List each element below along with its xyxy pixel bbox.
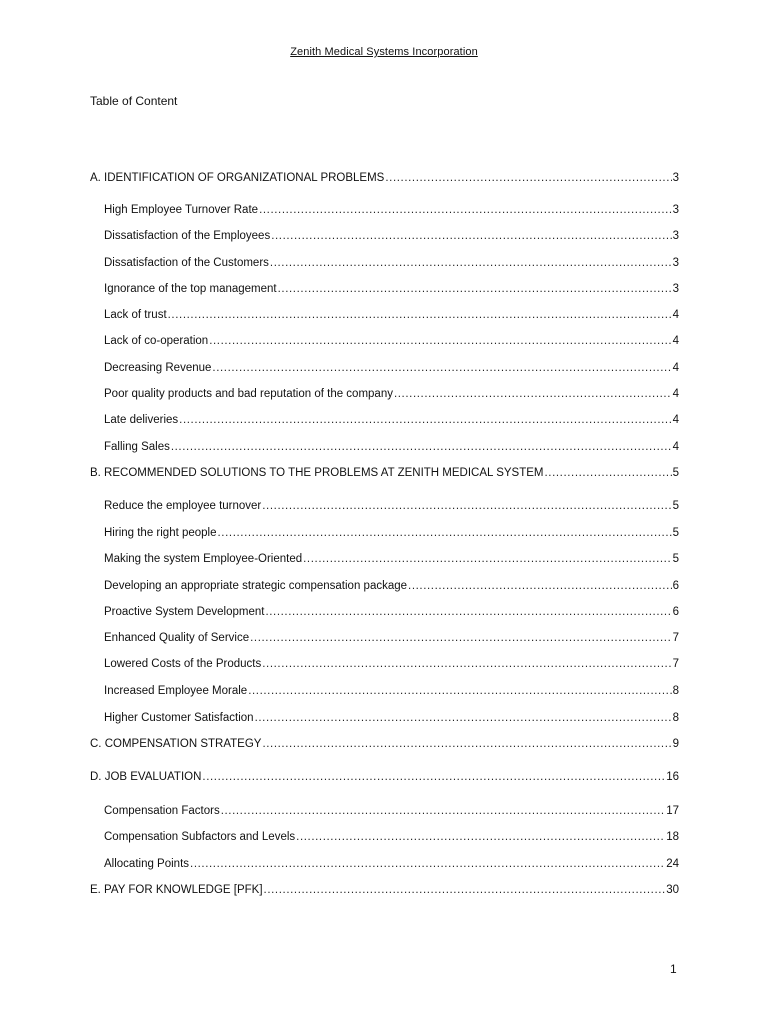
- toc-entry-label: Compensation Factors: [104, 805, 220, 817]
- toc-entry[interactable]: [90, 770, 679, 784]
- toc-dot-leader: [212, 361, 671, 375]
- page-number: 1: [670, 962, 677, 976]
- toc-entry-page: 3: [672, 283, 679, 295]
- toc-dot-leader: [262, 737, 671, 751]
- toc-entry-page: 8: [672, 712, 679, 724]
- toc-entry-label: High Employee Turnover Rate: [104, 204, 259, 216]
- toc-dot-leader: [262, 657, 671, 671]
- toc-entry-label: C. COMPENSATION STRATEGY: [90, 738, 262, 750]
- toc-entry[interactable]: [104, 579, 679, 593]
- toc-entry[interactable]: [104, 361, 679, 375]
- toc-dot-leader: [394, 387, 672, 401]
- toc-title: Table of Content: [90, 94, 178, 108]
- toc-entry-page: 18: [666, 831, 679, 843]
- toc-dot-leader: [218, 526, 672, 540]
- toc-entry-page: 6: [672, 580, 679, 592]
- toc-entry-page: 5: [672, 527, 679, 539]
- toc-entry-page: 16: [666, 771, 679, 783]
- toc-entry-page: 9: [672, 738, 679, 750]
- toc-dot-leader: [168, 308, 672, 322]
- toc-entry[interactable]: [104, 256, 679, 270]
- toc-entry-page: 4: [672, 309, 679, 321]
- toc-dot-leader: [385, 171, 671, 185]
- toc-entry-page: 7: [672, 632, 679, 644]
- toc-entry[interactable]: [90, 466, 679, 480]
- toc-entry-label: Increased Employee Morale: [104, 685, 248, 697]
- toc-entry[interactable]: [104, 631, 679, 645]
- toc-entry[interactable]: [104, 552, 679, 566]
- toc-entry[interactable]: [104, 308, 679, 322]
- toc-entry-label: Falling Sales: [104, 441, 170, 453]
- toc-entry-label: Developing an appropriate strategic compensation package: [104, 580, 408, 592]
- toc-entry-page: 4: [672, 388, 679, 400]
- toc-entry[interactable]: [104, 229, 679, 243]
- toc-dot-leader: [296, 830, 665, 844]
- toc-dot-leader: [171, 440, 672, 454]
- toc-entry-page: 3: [672, 172, 679, 184]
- toc-dot-leader: [270, 256, 672, 270]
- toc-entry-page: 5: [672, 553, 679, 565]
- toc-entry[interactable]: [104, 282, 679, 296]
- toc-entry-page: 4: [672, 441, 679, 453]
- toc-entry[interactable]: [104, 804, 679, 818]
- toc-entry-label: Compensation Subfactors and Levels: [104, 831, 296, 843]
- toc-entry-label: Poor quality products and bad reputation of the company: [104, 388, 393, 400]
- toc-entry[interactable]: [90, 737, 679, 751]
- toc-entry-label: Proactive System Development: [104, 606, 265, 618]
- toc-entry[interactable]: [104, 499, 679, 513]
- toc-entry-page: 6: [672, 606, 679, 618]
- toc-entry-label: Late deliveries: [104, 414, 179, 426]
- toc-entry-page: 5: [672, 500, 679, 512]
- toc-entry[interactable]: [104, 857, 679, 871]
- toc-entry-label: Higher Customer Satisfaction: [104, 712, 254, 724]
- toc-entry[interactable]: [90, 171, 679, 185]
- toc-entry-label: Reduce the employee turnover: [104, 500, 262, 512]
- toc-entry-page: 17: [666, 805, 679, 817]
- toc-entry-page: 30: [666, 884, 679, 896]
- toc-entry-label: Dissatisfaction of the Customers: [104, 257, 269, 269]
- toc-entry-page: 7: [672, 658, 679, 670]
- toc-entry[interactable]: [104, 711, 679, 725]
- toc-dot-leader: [202, 770, 665, 784]
- toc-entry-page: 5: [672, 467, 679, 479]
- toc-entry-page: 8: [672, 685, 679, 697]
- toc-dot-leader: [250, 631, 671, 645]
- toc-dot-leader: [264, 883, 666, 897]
- toc-dot-leader: [255, 711, 672, 725]
- toc-entry-label: Dissatisfaction of the Employees: [104, 230, 271, 242]
- toc-entry[interactable]: [104, 684, 679, 698]
- toc-entry-label: Lack of co-operation: [104, 335, 209, 347]
- toc-entry-label: Making the system Employee-Oriented: [104, 553, 303, 565]
- toc-entry-page: 3: [672, 204, 679, 216]
- toc-entry-label: Enhanced Quality of Service: [104, 632, 250, 644]
- toc-entry-label: B. RECOMMENDED SOLUTIONS TO THE PROBLEMS AT ZENITH MEDICAL SYSTEM: [90, 467, 544, 479]
- toc-entry[interactable]: [90, 883, 679, 897]
- toc-entry[interactable]: [104, 203, 679, 217]
- toc-entry[interactable]: [104, 830, 679, 844]
- toc-dot-leader: [271, 229, 671, 243]
- toc-entry[interactable]: [104, 334, 679, 348]
- document-header: Zenith Medical Systems Incorporation: [290, 46, 478, 58]
- toc-entry-label: Lack of trust: [104, 309, 167, 321]
- toc-dot-leader: [221, 804, 666, 818]
- toc-entry[interactable]: [104, 657, 679, 671]
- toc-dot-leader: [408, 579, 672, 593]
- toc-dot-leader: [190, 857, 665, 871]
- toc-dot-leader: [259, 203, 672, 217]
- toc-entry-label: A. IDENTIFICATION OF ORGANIZATIONAL PROBLEMS: [90, 172, 385, 184]
- toc-entry-label: Allocating Points: [104, 858, 190, 870]
- toc-entry-page: 4: [672, 414, 679, 426]
- toc-entry-label: Decreasing Revenue: [104, 362, 212, 374]
- toc-dot-leader: [544, 466, 671, 480]
- toc-dot-leader: [248, 684, 671, 698]
- toc-entry-page: 24: [666, 858, 679, 870]
- toc-entry[interactable]: [104, 387, 679, 401]
- toc-entry-page: 4: [672, 335, 679, 347]
- toc-dot-leader: [278, 282, 672, 296]
- toc-entry[interactable]: [104, 413, 679, 427]
- toc-entry-label: D. JOB EVALUATION: [90, 771, 202, 783]
- toc-entry[interactable]: [104, 605, 679, 619]
- toc-entry-label: Ignorance of the top management: [104, 283, 277, 295]
- toc-dot-leader: [209, 334, 671, 348]
- toc-entry-page: 3: [672, 230, 679, 242]
- toc-entry[interactable]: [104, 440, 679, 454]
- toc-dot-leader: [265, 605, 671, 619]
- toc-entry-page: 3: [672, 257, 679, 269]
- toc-entry-page: 4: [672, 362, 679, 374]
- toc-entry-label: E. PAY FOR KNOWLEDGE [PFK]: [90, 884, 263, 896]
- toc-entry-label: Lowered Costs of the Products: [104, 658, 262, 670]
- toc-dot-leader: [179, 413, 671, 427]
- toc-dot-leader: [262, 499, 671, 513]
- toc-entry[interactable]: [104, 526, 679, 540]
- toc-entry-label: Hiring the right people: [104, 527, 217, 539]
- toc-dot-leader: [303, 552, 671, 566]
